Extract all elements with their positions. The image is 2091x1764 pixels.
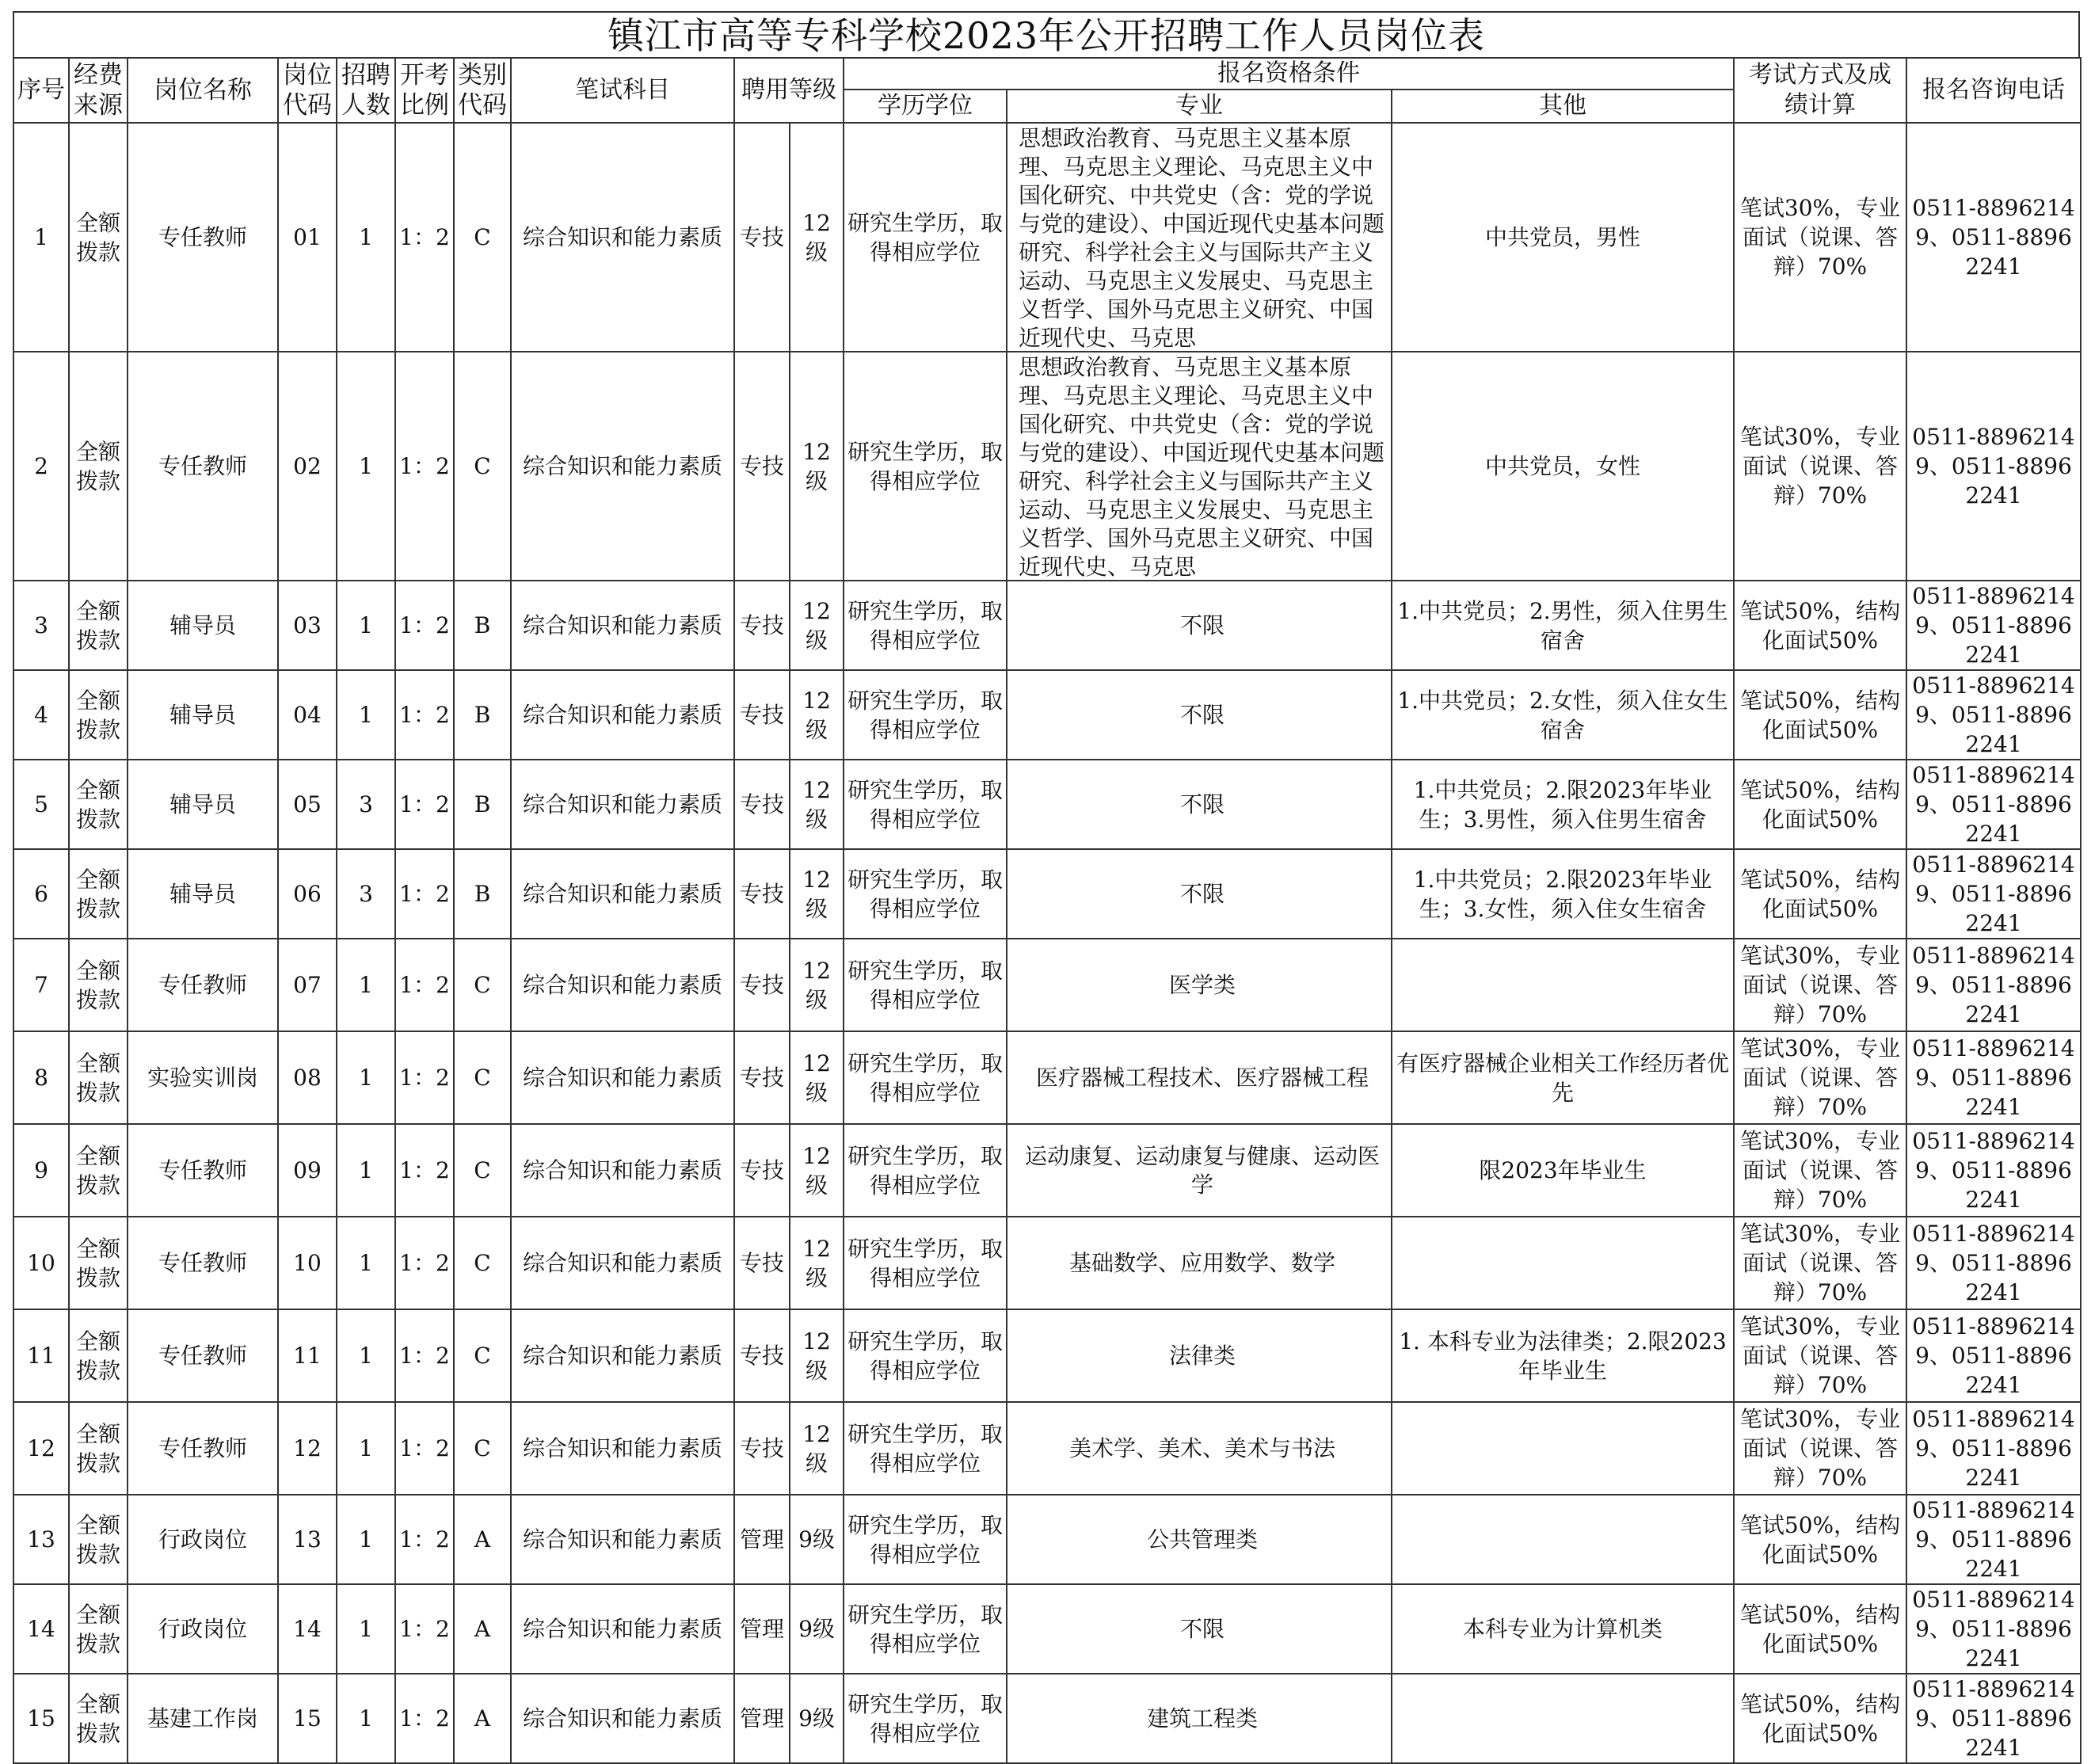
header-count: 招聘人数 (337, 58, 395, 123)
row-seq: 10 (13, 1217, 69, 1309)
row-exam: 笔试30%，专业面试（说课、答辩）70% (1734, 123, 1906, 352)
row-exam: 笔试30%，专业面试（说课、答辩）70% (1734, 1309, 1906, 1402)
row-code: 01 (278, 123, 337, 352)
row-major: 不限 (1007, 1584, 1392, 1674)
row-funding: 全额拨款 (69, 1309, 128, 1402)
row-phone: 0511-88962149、0511-88962241 (1906, 1584, 2081, 1674)
row-seq: 5 (13, 760, 69, 849)
row-count: 1 (337, 1309, 395, 1402)
row-code: 02 (278, 352, 337, 581)
row-grade-type: 管理 (734, 1584, 790, 1674)
row-count: 1 (337, 939, 395, 1031)
row-major: 不限 (1007, 581, 1392, 670)
row-position: 辅导员 (128, 670, 278, 760)
row-grade-level: 12级 (790, 670, 844, 760)
row-position: 辅导员 (128, 581, 278, 670)
row-major: 基础数学、应用数学、数学 (1007, 1217, 1392, 1309)
row-funding: 全额拨款 (69, 1584, 128, 1674)
row-exam: 笔试30%，专业面试（说课、答辩）70% (1734, 1217, 1906, 1309)
row-ratio: 1：2 (395, 1584, 454, 1674)
row-funding: 全额拨款 (69, 1402, 128, 1495)
row-exam: 笔试50%，结构化面试50% (1734, 760, 1906, 849)
row-degree: 研究生学历，取得相应学位 (844, 1031, 1007, 1124)
row-other (1392, 1495, 1734, 1584)
row-phone: 0511-88962149、0511-88962241 (1906, 352, 2081, 581)
header-seq: 序号 (13, 58, 69, 123)
table-row (13, 1217, 2081, 1309)
table-row (13, 939, 2081, 1031)
row-position: 专任教师 (128, 1309, 278, 1402)
row-position: 专任教师 (128, 1217, 278, 1309)
header-major: 专业 (1007, 90, 1392, 123)
row-code: 10 (278, 1217, 337, 1309)
row-grade-level: 12级 (790, 1402, 844, 1495)
row-count: 1 (337, 123, 395, 352)
row-phone: 0511-88962149、0511-88962241 (1906, 1674, 2081, 1763)
row-seq: 7 (13, 939, 69, 1031)
row-phone: 0511-88962149、0511-88962241 (1906, 1309, 2081, 1402)
row-degree: 研究生学历，取得相应学位 (844, 1674, 1007, 1763)
row-major: 建筑工程类 (1007, 1674, 1392, 1763)
major-text: 思想政治教育、马克思主义基本原理、马克思主义理论、马克思主义中国化研究、中共党史（含：党的学说与党的建设）、中国近现代史基本问题研究、科学社会主义与国际共产主义运动、马克思主义发展史、马克思主义哲学、国外马克思主义研究、中国近现代史、马克思 (1019, 354, 1385, 579)
table-row (13, 123, 2081, 352)
row-ratio: 1：2 (395, 1031, 454, 1124)
row-grade-type: 专技 (734, 352, 790, 581)
row-degree: 研究生学历，取得相应学位 (844, 849, 1007, 939)
row-exam: 笔试50%，结构化面试50% (1734, 1584, 1906, 1674)
row-grade-level: 12级 (790, 1217, 844, 1309)
table-row (13, 670, 2081, 760)
row-funding: 全额拨款 (69, 1674, 128, 1763)
row-exam: 笔试30%，专业面试（说课、答辩）70% (1734, 1031, 1906, 1124)
row-funding: 全额拨款 (69, 760, 128, 849)
row-grade-type: 专技 (734, 849, 790, 939)
row-seq: 8 (13, 1031, 69, 1124)
row-grade-level: 12级 (790, 1031, 844, 1124)
row-grade-type: 专技 (734, 1309, 790, 1402)
row-subject: 综合知识和能力素质 (511, 760, 734, 849)
row-ratio: 1：2 (395, 1402, 454, 1495)
header-subject: 笔试科目 (511, 58, 734, 123)
row-position: 行政岗位 (128, 1495, 278, 1584)
row-other: 中共党员，男性 (1392, 123, 1734, 352)
row-phone: 0511-88962149、0511-88962241 (1906, 1031, 2081, 1124)
row-subject: 综合知识和能力素质 (511, 1217, 734, 1309)
row-major: 美术学、美术、美术与书法 (1007, 1402, 1392, 1495)
header-degree: 学历学位 (844, 90, 1007, 123)
row-degree: 研究生学历，取得相应学位 (844, 1584, 1007, 1674)
row-category: C (454, 1031, 511, 1124)
row-grade-type: 专技 (734, 760, 790, 849)
row-exam: 笔试50%，结构化面试50% (1734, 1674, 1906, 1763)
row-other: 1.中共党员；2.女性，须入住女生宿舍 (1392, 670, 1734, 760)
row-seq: 9 (13, 1124, 69, 1217)
header-code: 岗位代码 (278, 58, 337, 123)
row-category: C (454, 1402, 511, 1495)
table-row (13, 1674, 2081, 1763)
row-grade-type: 专技 (734, 670, 790, 760)
table-row (13, 1031, 2081, 1124)
row-ratio: 1：2 (395, 581, 454, 670)
row-funding: 全额拨款 (69, 1495, 128, 1584)
header-funding: 经费来源 (69, 58, 128, 123)
row-position: 实验实训岗 (128, 1031, 278, 1124)
row-degree: 研究生学历，取得相应学位 (844, 670, 1007, 760)
row-grade-level: 9级 (790, 1495, 844, 1584)
row-funding: 全额拨款 (69, 849, 128, 939)
row-exam: 笔试30%，专业面试（说课、答辩）70% (1734, 1124, 1906, 1217)
row-grade-level: 12级 (790, 760, 844, 849)
row-grade-level: 12级 (790, 581, 844, 670)
row-subject: 综合知识和能力素质 (511, 1402, 734, 1495)
row-funding: 全额拨款 (69, 939, 128, 1031)
row-grade-type: 专技 (734, 1124, 790, 1217)
table-row (13, 352, 2081, 581)
row-other (1392, 1674, 1734, 1763)
row-category: B (454, 760, 511, 849)
row-other: 有医疗器械企业相关工作经历者优先 (1392, 1031, 1734, 1124)
header-grade: 聘用等级 (734, 58, 844, 123)
row-grade-type: 专技 (734, 581, 790, 670)
row-grade-type: 专技 (734, 1402, 790, 1495)
row-code: 15 (278, 1674, 337, 1763)
row-ratio: 1：2 (395, 123, 454, 352)
row-exam: 笔试50%，结构化面试50% (1734, 849, 1906, 939)
row-code: 12 (278, 1402, 337, 1495)
row-ratio: 1：2 (395, 670, 454, 760)
row-count: 1 (337, 581, 395, 670)
row-code: 04 (278, 670, 337, 760)
row-ratio: 1：2 (395, 1124, 454, 1217)
row-seq: 4 (13, 670, 69, 760)
row-phone: 0511-88962149、0511-88962241 (1906, 939, 2081, 1031)
row-phone: 0511-88962149、0511-88962241 (1906, 581, 2081, 670)
row-position: 专任教师 (128, 123, 278, 352)
row-exam: 笔试50%，结构化面试50% (1734, 670, 1906, 760)
row-category: B (454, 581, 511, 670)
row-count: 1 (337, 1031, 395, 1124)
row-position: 专任教师 (128, 939, 278, 1031)
row-other: 1.中共党员；2.男性，须入住男生宿舍 (1392, 581, 1734, 670)
table-row (13, 1495, 2081, 1584)
row-count: 1 (337, 1495, 395, 1584)
row-degree: 研究生学历，取得相应学位 (844, 1124, 1007, 1217)
row-grade-level: 12级 (790, 123, 844, 352)
table-row (13, 1402, 2081, 1495)
row-degree: 研究生学历，取得相应学位 (844, 939, 1007, 1031)
table-row (13, 849, 2081, 939)
header-category: 类别代码 (454, 58, 511, 123)
row-ratio: 1：2 (395, 1674, 454, 1763)
row-subject: 综合知识和能力素质 (511, 1584, 734, 1674)
row-other (1392, 939, 1734, 1031)
header-phone: 报名咨询电话 (1906, 58, 2081, 123)
row-count: 1 (337, 1584, 395, 1674)
row-funding: 全额拨款 (69, 123, 128, 352)
header-qualifications: 报名资格条件 (844, 58, 1734, 90)
row-subject: 综合知识和能力素质 (511, 1495, 734, 1584)
row-seq: 15 (13, 1674, 69, 1763)
row-position: 专任教师 (128, 1124, 278, 1217)
row-category: A (454, 1495, 511, 1584)
row-ratio: 1：2 (395, 849, 454, 939)
row-count: 3 (337, 760, 395, 849)
row-grade-level: 12级 (790, 1124, 844, 1217)
row-seq: 14 (13, 1584, 69, 1674)
row-ratio: 1：2 (395, 760, 454, 849)
header-other: 其他 (1392, 90, 1734, 123)
row-count: 1 (337, 1217, 395, 1309)
row-exam: 笔试30%，专业面试（说课、答辩）70% (1734, 352, 1906, 581)
row-grade-type: 专技 (734, 1031, 790, 1124)
row-degree: 研究生学历，取得相应学位 (844, 1402, 1007, 1495)
row-subject: 综合知识和能力素质 (511, 581, 734, 670)
row-phone: 0511-88962149、0511-88962241 (1906, 1124, 2081, 1217)
header-position: 岗位名称 (128, 58, 278, 123)
row-category: C (454, 939, 511, 1031)
row-seq: 12 (13, 1402, 69, 1495)
row-position: 基建工作岗 (128, 1674, 278, 1763)
row-grade-level: 12级 (790, 939, 844, 1031)
row-major: 医学类 (1007, 939, 1392, 1031)
row-grade-type: 管理 (734, 1674, 790, 1763)
row-funding: 全额拨款 (69, 1124, 128, 1217)
recruitment-sheet (13, 11, 2080, 1764)
header-exam: 考试方式及成绩计算 (1734, 58, 1906, 123)
row-seq: 1 (13, 123, 69, 352)
row-count: 1 (337, 1124, 395, 1217)
row-code: 06 (278, 849, 337, 939)
row-count: 1 (337, 1674, 395, 1763)
row-position: 辅导员 (128, 849, 278, 939)
row-grade-level: 9级 (790, 1674, 844, 1763)
row-degree: 研究生学历，取得相应学位 (844, 1495, 1007, 1584)
row-category: C (454, 1309, 511, 1402)
row-degree: 研究生学历，取得相应学位 (844, 581, 1007, 670)
row-exam: 笔试30%，专业面试（说课、答辩）70% (1734, 939, 1906, 1031)
row-code: 05 (278, 760, 337, 849)
row-category: A (454, 1584, 511, 1674)
row-subject: 综合知识和能力素质 (511, 670, 734, 760)
table-row (13, 760, 2081, 849)
row-major: 法律类 (1007, 1309, 1392, 1402)
row-funding: 全额拨款 (69, 581, 128, 670)
row-funding: 全额拨款 (69, 1031, 128, 1124)
row-ratio: 1：2 (395, 1309, 454, 1402)
row-major: 医疗器械工程技术、医疗器械工程 (1007, 1031, 1392, 1124)
row-ratio: 1：2 (395, 352, 454, 581)
row-ratio: 1：2 (395, 939, 454, 1031)
row-degree: 研究生学历，取得相应学位 (844, 760, 1007, 849)
row-grade-level: 12级 (790, 1309, 844, 1402)
row-subject: 综合知识和能力素质 (511, 123, 734, 352)
row-major: 运动康复、运动康复与健康、运动医学 (1007, 1124, 1392, 1217)
row-position: 辅导员 (128, 760, 278, 849)
row-count: 1 (337, 1402, 395, 1495)
row-code: 13 (278, 1495, 337, 1584)
row-phone: 0511-88962149、0511-88962241 (1906, 1217, 2081, 1309)
row-degree: 研究生学历，取得相应学位 (844, 123, 1007, 352)
row-seq: 2 (13, 352, 69, 581)
row-grade-type: 管理 (734, 1495, 790, 1584)
row-code: 08 (278, 1031, 337, 1124)
row-degree: 研究生学历，取得相应学位 (844, 1217, 1007, 1309)
row-other: 中共党员，女性 (1392, 352, 1734, 581)
row-code: 03 (278, 581, 337, 670)
row-major: 不限 (1007, 849, 1392, 939)
row-category: B (454, 670, 511, 760)
row-category: A (454, 1674, 511, 1763)
row-grade-level: 9级 (790, 1584, 844, 1674)
row-subject: 综合知识和能力素质 (511, 352, 734, 581)
row-other: 1. 本科专业为法律类；2.限2023年毕业生 (1392, 1309, 1734, 1402)
row-position: 专任教师 (128, 1402, 278, 1495)
row-category: C (454, 123, 511, 352)
row-subject: 综合知识和能力素质 (511, 1031, 734, 1124)
row-category: B (454, 849, 511, 939)
row-other: 1.中共党员；2.限2023年毕业生；3.男性，须入住男生宿舍 (1392, 760, 1734, 849)
row-degree: 研究生学历，取得相应学位 (844, 1309, 1007, 1402)
row-code: 11 (278, 1309, 337, 1402)
row-phone: 0511-88962149、0511-88962241 (1906, 1402, 2081, 1495)
table-row (13, 1309, 2081, 1402)
row-other: 本科专业为计算机类 (1392, 1584, 1734, 1674)
row-funding: 全额拨款 (69, 670, 128, 760)
row-count: 1 (337, 352, 395, 581)
row-phone: 0511-88962149、0511-88962241 (1906, 760, 2081, 849)
row-code: 14 (278, 1584, 337, 1674)
positions-table (13, 57, 2081, 1764)
row-major: 不限 (1007, 760, 1392, 849)
row-grade-level: 12级 (790, 849, 844, 939)
table-row (13, 581, 2081, 670)
row-degree: 研究生学历，取得相应学位 (844, 352, 1007, 581)
row-subject: 综合知识和能力素质 (511, 1309, 734, 1402)
row-category: C (454, 1217, 511, 1309)
row-other: 1.中共党员；2.限2023年毕业生；3.女性，须入住女生宿舍 (1392, 849, 1734, 939)
row-exam: 笔试50%，结构化面试50% (1734, 581, 1906, 670)
table-row (13, 1124, 2081, 1217)
row-code: 07 (278, 939, 337, 1031)
header-ratio: 开考比例 (395, 58, 454, 123)
row-seq: 6 (13, 849, 69, 939)
row-category: C (454, 352, 511, 581)
row-other (1392, 1402, 1734, 1495)
row-exam: 笔试50%，结构化面试50% (1734, 1495, 1906, 1584)
row-major (1007, 352, 1392, 581)
row-funding: 全额拨款 (69, 1217, 128, 1309)
row-other (1392, 1217, 1734, 1309)
row-subject: 综合知识和能力素质 (511, 939, 734, 1031)
row-funding: 全额拨款 (69, 352, 128, 581)
row-phone: 0511-88962149、0511-88962241 (1906, 849, 2081, 939)
row-grade-level: 12级 (790, 352, 844, 581)
row-seq: 11 (13, 1309, 69, 1402)
row-grade-type: 专技 (734, 939, 790, 1031)
page-title: 镇江市高等专科学校2023年公开招聘工作人员岗位表 (13, 11, 2080, 57)
row-major: 公共管理类 (1007, 1495, 1392, 1584)
row-major: 不限 (1007, 670, 1392, 760)
row-subject: 综合知识和能力素质 (511, 1124, 734, 1217)
row-phone: 0511-88962149、0511-88962241 (1906, 670, 2081, 760)
row-grade-type: 专技 (734, 1217, 790, 1309)
row-count: 3 (337, 849, 395, 939)
row-position: 专任教师 (128, 352, 278, 581)
row-major (1007, 123, 1392, 352)
row-grade-type: 专技 (734, 123, 790, 352)
row-phone: 0511-88962149、0511-88962241 (1906, 1495, 2081, 1584)
row-seq: 13 (13, 1495, 69, 1584)
row-ratio: 1：2 (395, 1217, 454, 1309)
row-count: 1 (337, 670, 395, 760)
row-code: 09 (278, 1124, 337, 1217)
row-position: 行政岗位 (128, 1584, 278, 1674)
major-text: 思想政治教育、马克思主义基本原理、马克思主义理论、马克思主义中国化研究、中共党史（含：党的学说与党的建设）、中国近现代史基本问题研究、科学社会主义与国际共产主义运动、马克思主义发展史、马克思主义哲学、国外马克思主义研究、中国近现代史、马克思 (1019, 125, 1385, 350)
row-other: 限2023年毕业生 (1392, 1124, 1734, 1217)
row-subject: 综合知识和能力素质 (511, 1674, 734, 1763)
row-exam: 笔试30%，专业面试（说课、答辩）70% (1734, 1402, 1906, 1495)
positions-table-body (13, 123, 2081, 1763)
row-phone: 0511-88962149、0511-88962241 (1906, 123, 2081, 352)
row-subject: 综合知识和能力素质 (511, 849, 734, 939)
table-row (13, 1584, 2081, 1674)
row-category: C (454, 1124, 511, 1217)
row-ratio: 1：2 (395, 1495, 454, 1584)
row-seq: 3 (13, 581, 69, 670)
